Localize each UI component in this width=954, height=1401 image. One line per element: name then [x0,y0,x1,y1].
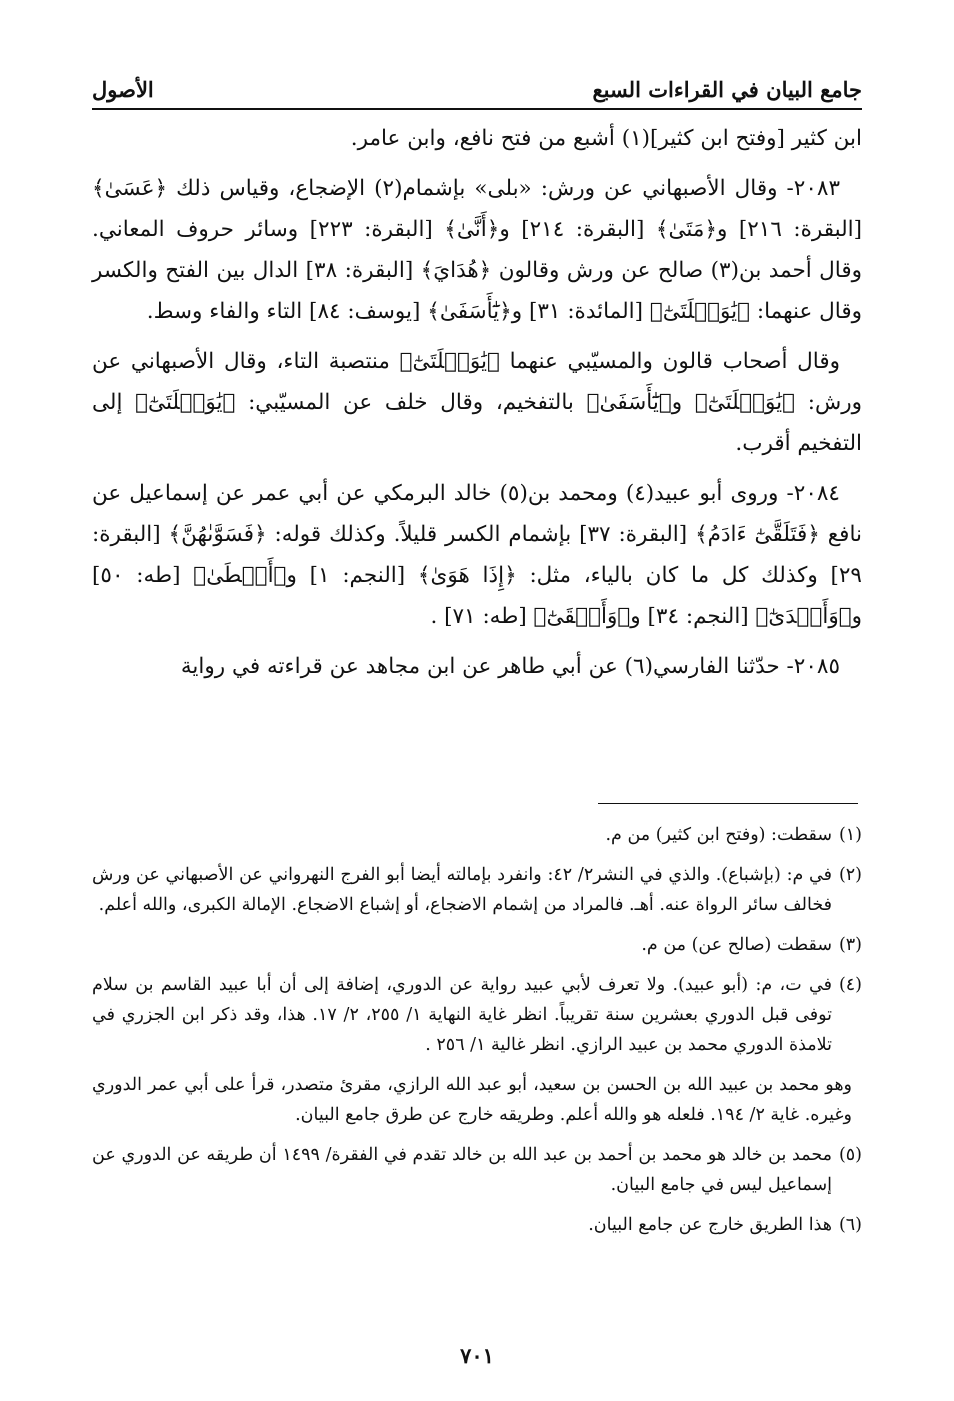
section-title: الأصول [92,76,154,102]
header-divider [92,108,862,110]
footnote-text: سقطت: (وفتح ابن كثير) من م. [605,825,832,845]
footnote-2 [92,860,862,920]
footnote-number: (٤) [838,975,862,995]
paragraph-2084: ٢٠٨٤- وروى أبو عبيد(٤) ومحمد بن(٥) خالد البرمكي عن أبي عمر عن إسماعيل عن نافع ﴿فَتَلَقَّىٰٓ ءَادَمُ﴾ [البقرة: ٣٧] بإشمام الكسر قليلاً. وكذلك قوله: ﴿فَسَوَّىٰهُنَّ﴾ [البقرة: ٢٩] وكذلك كل ما كان بالياء، مثل: ﴿إِذَا هَوَىٰ﴾ [النجم: ١] و﴿أَعۡطَىٰ﴾ [طه: ٥٠] و﴿وَأَكۡدَىٰٓ﴾ [النجم: ٣٤] و﴿وَأَبۡقَىٰٓ﴾ [طه: ٧١] . [92,481,862,629]
footnote-text: وهو محمد بن عبيد الله بن الحسن بن سعيد، أبو عبد الله الرازي، مقرئ متصدر، قرأ على أبي عمر الدوري وغيره. غاية ٢/ ١٩٤. فلعله هو والله أعلم. وطريقه خارج عن طرق جامع البيان. [92,1075,852,1125]
footnote-4 [92,970,862,1060]
footnote-number: (٥) [838,1145,862,1165]
footnote-number: (٦) [838,1215,862,1235]
footnotes [92,820,862,1250]
page-number: ٧٠١ [460,1343,494,1368]
footnote-text: هذا الطريق خارج عن جامع البيان. [588,1215,832,1235]
footnote-text: في م: (بإشباع). والذي في النشر٢/ ٤٢: وانفرد بإمالته أيضا أبو الفرج النهرواني عن الأصبهاني عن ورش فخالف سائر الرواة عنه. أهـ. فالمراد من إشمام الاضجاع، أو إشباع الاضجاع. الإمالة الكبرى، والله أعلم. [92,865,833,915]
paragraph-2083: ٢٠٨٣- وقال الأصبهاني عن ورش: «بلى» بإشمام(٢) الإضجاع، وقياس ذلك ﴿عَسَىٰ﴾ [البقرة: ٢١٦] و﴿مَتَىٰ﴾ [البقرة: ٢١٤] و﴿أَنَّىٰ﴾ [البقرة: ٢٢٣] وسائر حروف المعاني. وقال أحمد بن(٣) صالح عن ورش وقالون ﴿هُدَايَ﴾ [البقرة: ٣٨] الدال بين الفتح والكسر وقال عنهما: ﴿يَٰوَيۡلَتَىٰٓ﴾ [المائدة: ٣١] و﴿يَٰٓأَسَفَىٰ﴾ [يوسف: ٨٤] التاء والفاء وسط. [92,176,863,324]
footnote-4-continuation [92,1070,862,1130]
running-header [92,72,862,106]
footnote-text: في ت، م: (أبو عبيد). ولا تعرف لأبي عبيد رواية عن الدوري، إضافة إلى أن أبا عبيد القاسم بن سلام توفى قبل الدوري بعشرين سنة تقريباً. انظر غاية النهاية ١/ ٢٥٥، ٢/ ١٧. هذا، وقد ذكر ابن الجزري في تلامذة الدوري محمد بن عبيد الرازي. انظر غالية ١/ ٢٥٦ . [92,975,832,1055]
footnote-1 [92,820,862,850]
footnote-number: (١) [838,825,862,845]
paragraph-2085: ٢٠٨٥- حدّثنا الفارسي(٦) عن أبي طاهر عن ابن مجاهد عن قراءته في رواية [180,654,840,679]
footnote-divider [598,803,858,804]
footnote-6 [92,1210,862,1240]
footnote-text: محمد بن خالد هو محمد بن أحمد بن عبد الله بن خالد تقدم في الفقرة/ ١٤٩٩ أن طريقه عن الدوري عن إسماعيل ليس في جامع البيان. [92,1145,832,1195]
paragraph: ابن كثير [وفتح ابن كثير](١) أشبع من فتح نافع، وابن عامر. [350,126,862,151]
footnote-number: (٢) [838,865,862,885]
footnote-number: (٣) [838,935,862,955]
book-title: جامع البيان في القراءات السبع [592,76,862,102]
footnote-text: سقطت (صالح عن) من م. [641,935,832,955]
paragraph: وقال أصحاب قالون والمسيّبي عنهما ﴿يَٰوَيۡلَتَىٰٓ﴾ منتصبة التاء، وقال الأصبهاني عن ورش: ﴿يَٰوَيۡلَتَىٰٓ﴾ و﴿يَٰٓأَسَفَىٰ﴾ بالتفخيم، وقال خلف عن المسيّبي: ﴿يَٰوَيۡلَتَىٰٓ﴾ إلى التفخيم أقرب. [92,349,862,456]
footnote-3 [92,930,862,960]
footnote-5 [92,1140,862,1200]
main-text [92,118,862,696]
